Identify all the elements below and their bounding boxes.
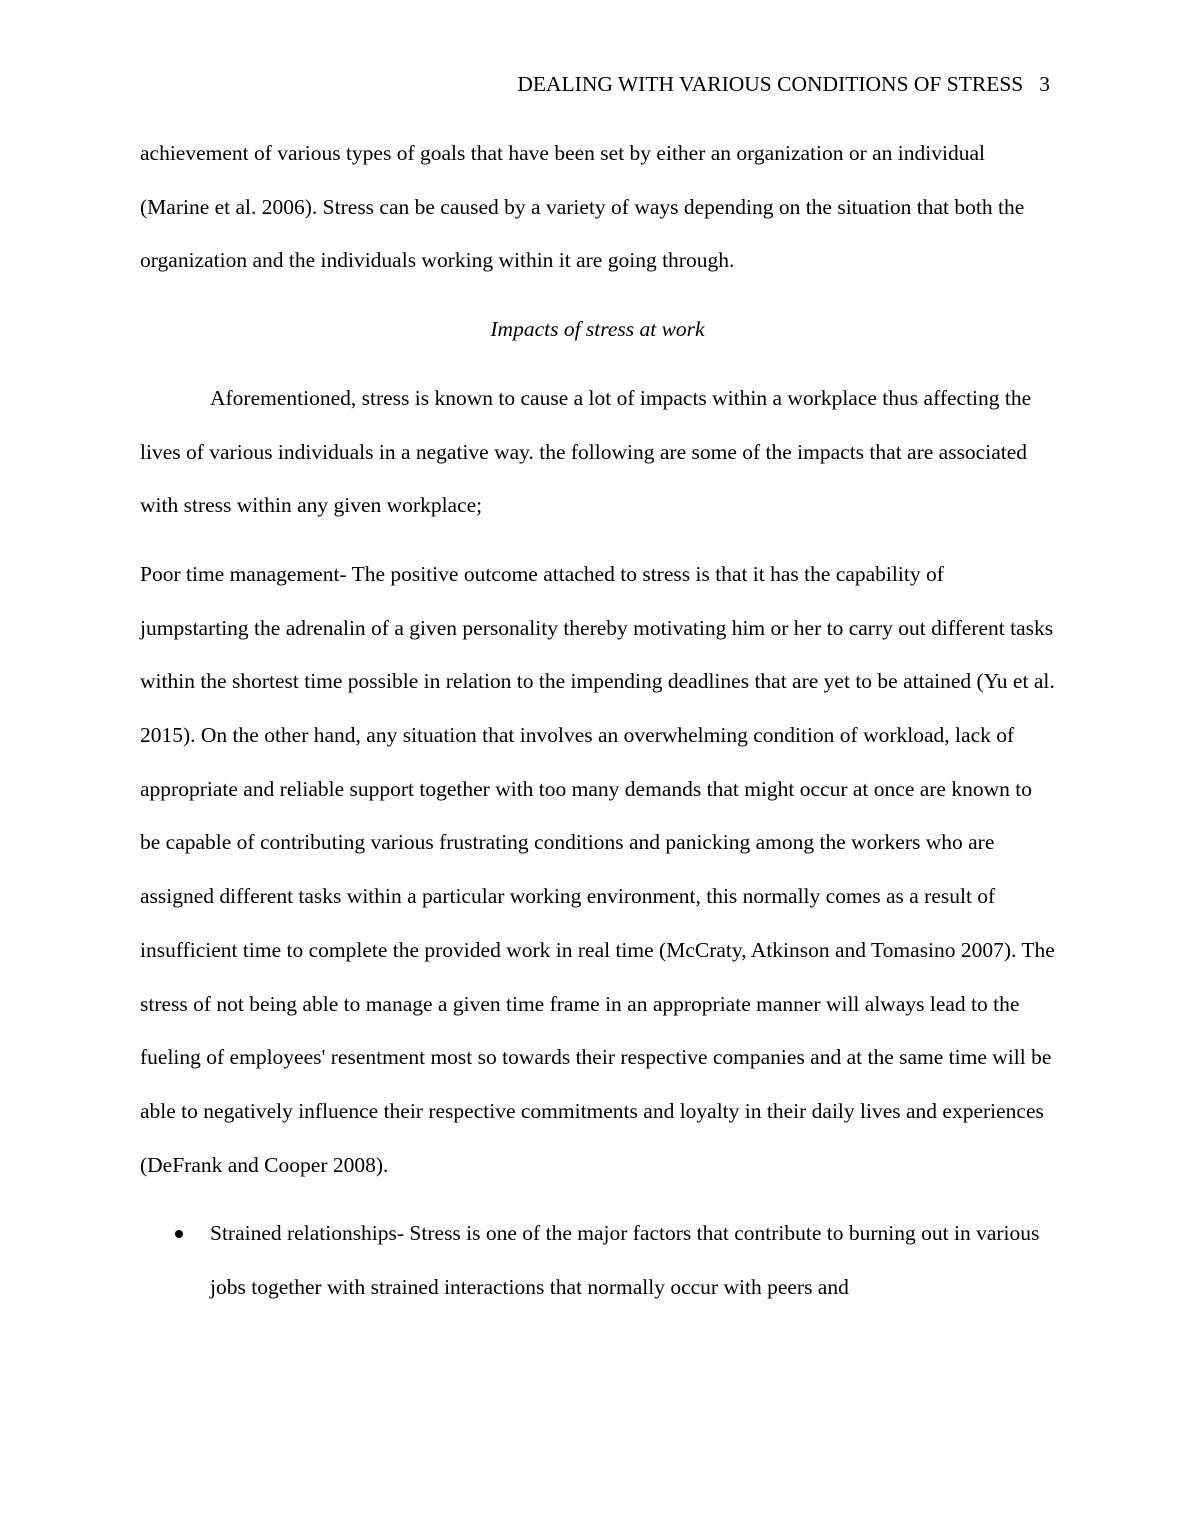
bullet-icon [175,1230,183,1238]
running-title: DEALING WITH VARIOUS CONDITIONS OF STRESS [517,72,1024,96]
section-heading: Impacts of stress at work [490,317,705,342]
paragraph-goals: achievement of various types of goals that have been set by either an organization or an individual (Marine et al. 2006). Stress can be caused by a variety of ways depending on the situation that both the organization and the individuals working within it are going through. [140,141,1025,273]
running-header [517,70,1050,98]
page-number: 3 [1039,72,1050,96]
document-body [140,127,1055,1315]
paragraph-impacts-intro: Aforementioned, stress is known to cause a lot of impacts within a workplace thus affecting the lives of various individuals in a negative way. the following are some of the impacts that are associated with stress within any given workplace; [140,385,1032,518]
bullet-text: Strained relationships- Stress is one of the major factors that contribute to burning out in various jobs together with strained interactions that normally occur with peers and [210,1221,1040,1300]
paragraph-poor-time-management: Poor time management- The positive outcome attached to stress is that it has the capability of jumpstarting the adrenalin of a given personality thereby motivating him or her to carry out different tasks within the shortest time possible in relation to the impending deadlines that are yet to be attained (Yu et al. 2015). On the other hand, any situation that involves an overwhelming condition of workload, lack of appropriate and reliable support together with too many demands that might occur at once are known to be capable of contributing various frustrating conditions and panicking among the workers who are assigned different tasks within a particular working environment, this normally comes as a result of insufficient time to complete the provided work in real time (McCraty, Atkinson and Tomasino 2007). The stress of not being able to manage a given time frame in an appropriate manner will always lead to the fueling of employees' resentment most so towards their respective companies and at the same time will be able to negatively influence their respective commitments and loyalty in their daily lives and experiences (DeFrank and Cooper 2008). [140,561,1055,1177]
bullet-item-strained-relationships [140,1207,1055,1314]
